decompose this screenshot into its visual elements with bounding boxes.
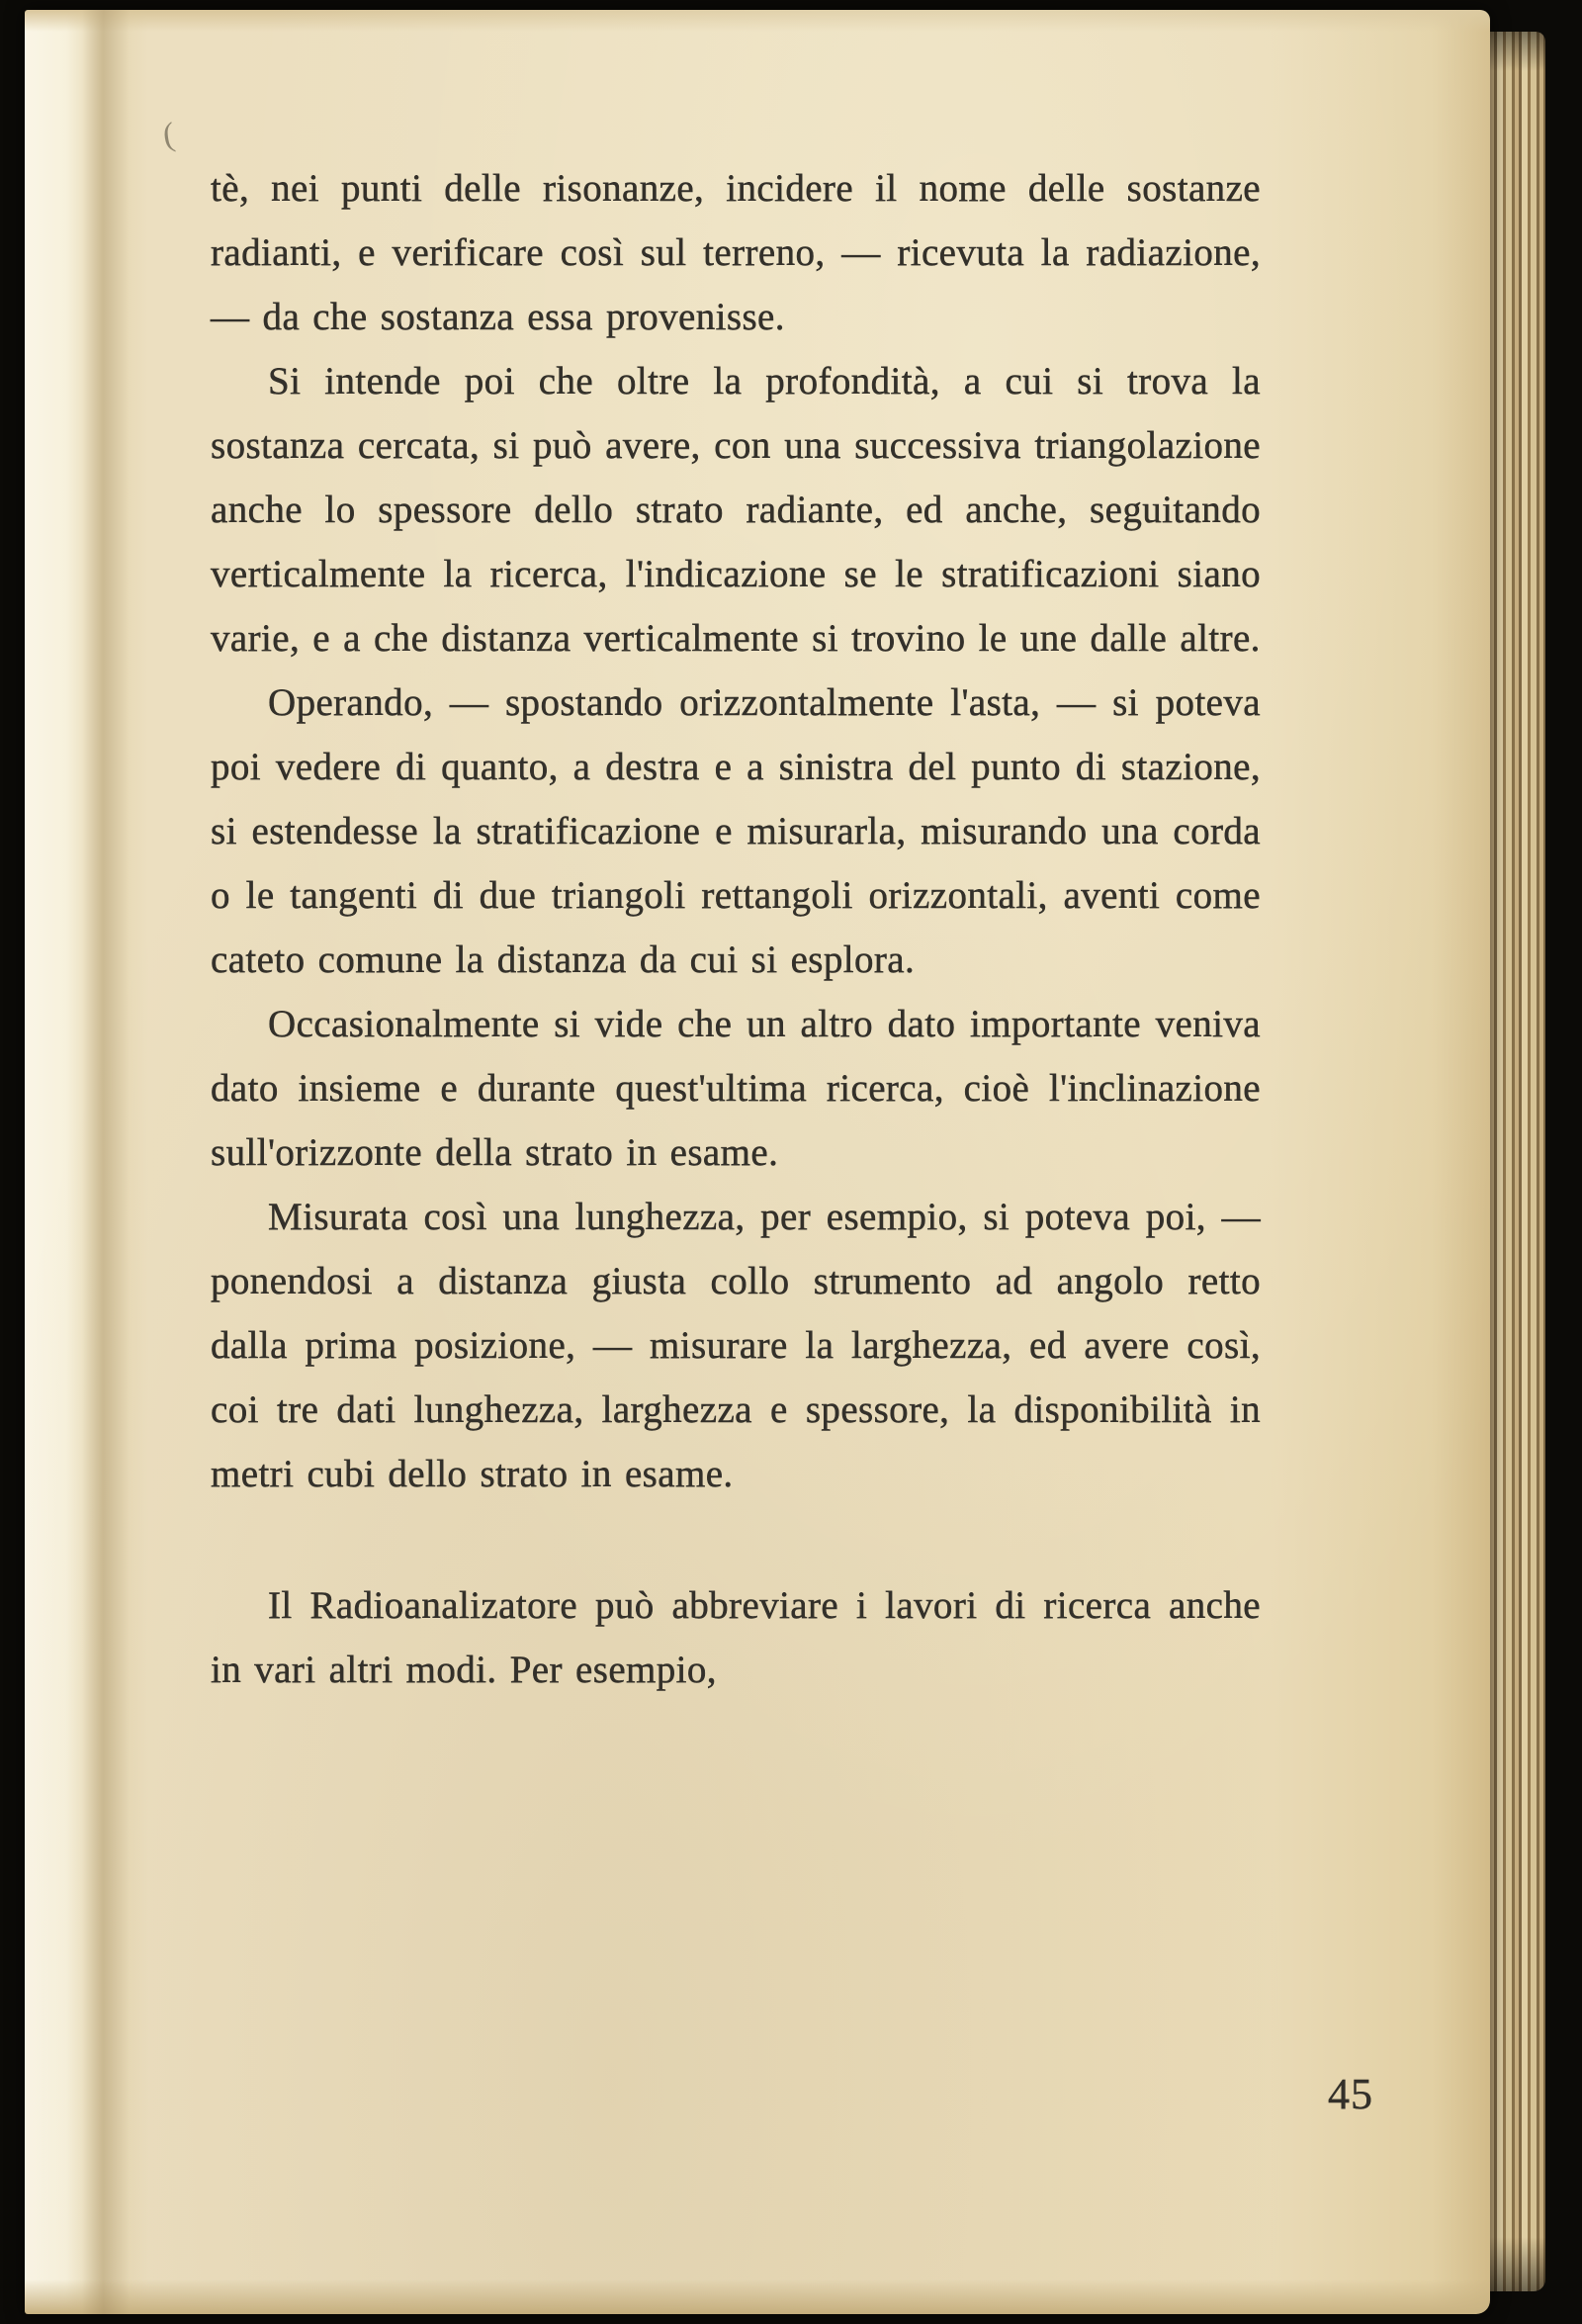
book-page <box>25 10 1490 2314</box>
page-stack-edges <box>1490 32 1545 2291</box>
paragraph: Si intende poi che oltre la profondità, a cui si trova la sostanza cercata, si può avere, con una successiva triangolazione anche lo spessore dello strato radiante, ed anche, seguitando verticalmente la ricerca, l'indicazione se le stratificazioni siano varie, e a che distanza verticalmente si trovino le une dalle altre. <box>211 360 1261 660</box>
page-text <box>211 156 1261 1702</box>
paragraph: Occasionalmente si vide che un altro dato importante veniva dato insieme e durante quest'ultima ricerca, cioè l'inclinazione sull'orizzonte della strato in esame. <box>211 1003 1261 1174</box>
binding-edge-shadow <box>82 10 130 2314</box>
paragraph: Misurata così una lunghezza, per esempio, si poteva poi, — ponendosi a distanza giusta collo strumento ad angolo retto dalla prima posizione, — misurare la larghezza, ed avere così, coi tre dati lunghezza, larghezza e spessore, la disponibilità in metri cubi dello strato in esame. <box>211 1196 1261 1495</box>
paragraph: Il Radioanalizatore può abbreviare i lavori di ricerca anche in vari altri modi. Per esempio, <box>211 1584 1261 1691</box>
paragraph: Operando, — spostando orizzontalmente l'asta, — si poteva poi vedere di quanto, a destra e a sinistra del punto di stazione, si estendesse la stratificazione e misurarla, misurando una corda o le tangenti di due triangoli rettangoli orizzontali, aventi come cateto comune la distanza da cui si esplora. <box>211 681 1261 981</box>
paragraph: tè, nei punti delle risonanze, incidere il nome delle sostanze radianti, e verificare così sul terreno, — ricevuta la radiazione, — da che sostanza essa provenisse. <box>211 167 1261 338</box>
stray-print-mark: ( <box>160 116 177 154</box>
page-number: 45 <box>1328 2070 1373 2118</box>
